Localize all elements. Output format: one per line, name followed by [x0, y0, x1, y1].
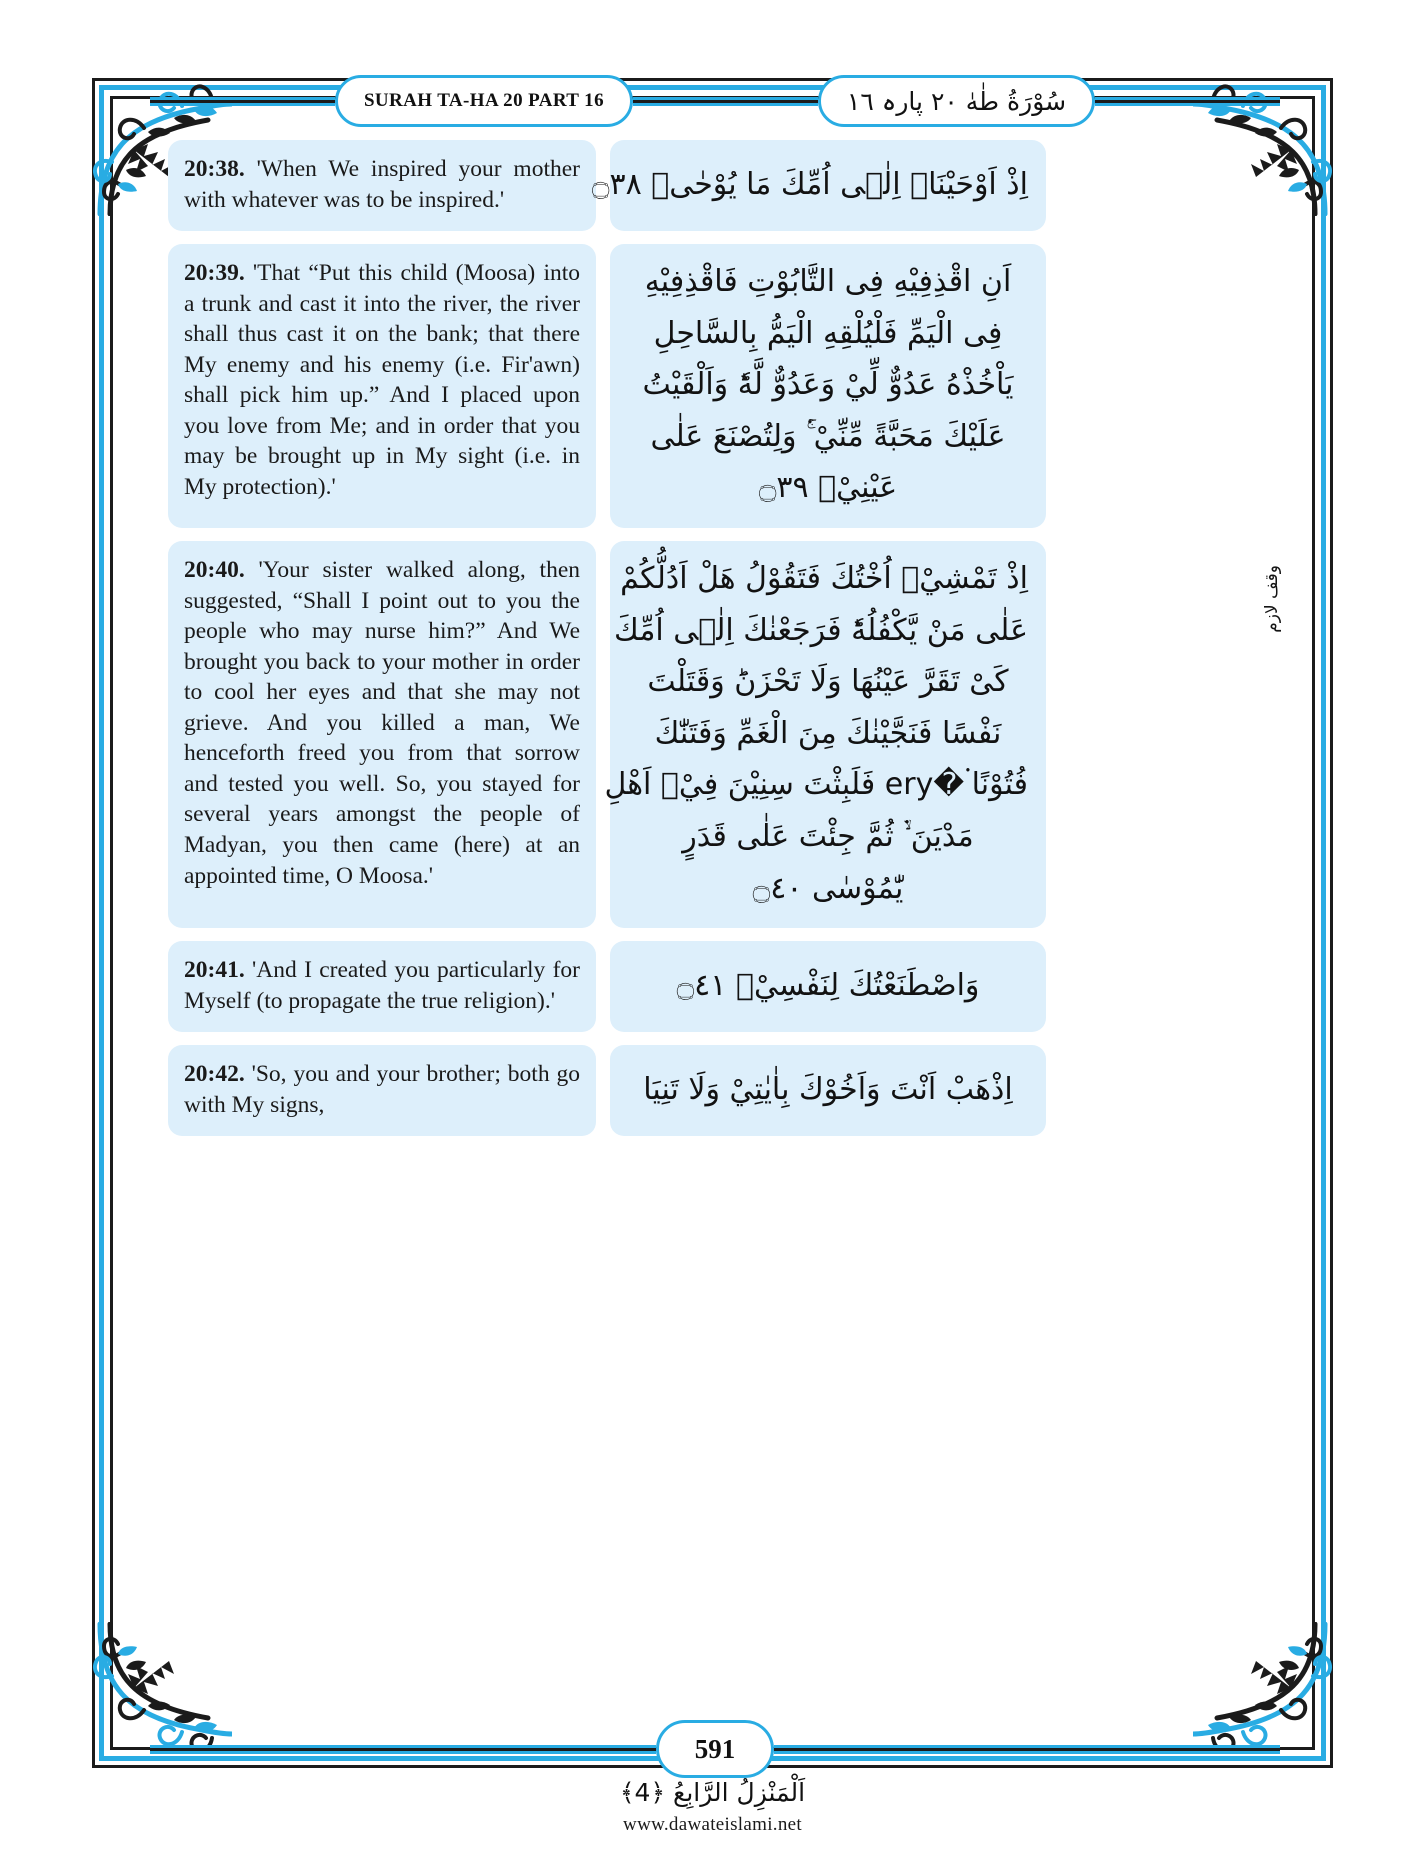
verse-translation-english: [168, 941, 596, 1032]
arabic-line: عَلَيْكَ مَحَبَّةً مِّنِّيْ ۚ۬ وَلِتُصْنَعَ عَلٰى: [650, 418, 1006, 454]
verse-number: 20:42.: [184, 1061, 245, 1088]
arabic-line: يَاْخُذْهُ عَدُوٌّ لِّيْ وَعَدُوٌّ لَّهٗؕ وَاَلْقَيْتُ: [642, 367, 1014, 403]
arabic-line: فُتُوْنًا ۬�ery فَلَبِثْتَ سِنِيْنَ فِيْۤ اَهْلِ: [604, 767, 1028, 803]
verse-text-english: 'That “Put this child (Moosa) into a trunk and cast it into the river, the river shall thus cast it on the bank; that there My enemy and his enemy (i.e. Fir'awn) shall pick him up.” And I placed upon you love from Me; and in order that you may be brought up in My sight (i.e. in My protection).': [184, 260, 581, 500]
verse-text-english: 'Your sister walked along, then suggested, “Shall I point out to you the people who may nurse him?” And We brought you back to your mother in order to cool her eyes and that she may not grieve. And you killed a man, We henceforth freed you from that sorrow and tested you well. So, you stayed for several years amongst the people of Madyan, you then came (here) at an appointed time, O Moosa.': [184, 557, 580, 889]
verse-number: 20:39.: [184, 260, 245, 287]
verse-text-arabic: [610, 1045, 1046, 1136]
margin-note-waqf-lazim: وقف لازم: [1262, 565, 1282, 633]
arabic-line: اِذْهَبْ اَنْتَ وَاَخُوْكَ بِاٰيٰتِيْ وَلَا تَنِيَا: [643, 1072, 1013, 1108]
verse-number: 20:40.: [184, 557, 245, 584]
arabic-line: فِى الْيَمِّ فَلْيُلْقِهِ الْيَمُّ بِالسَّاحِلِ: [653, 315, 1003, 351]
verse-translation-english: [168, 140, 596, 231]
arabic-line: عَيْنِيْۘ ۝٣٩: [758, 470, 898, 506]
verse-translation-english: [168, 1045, 596, 1136]
verse-text-arabic: [604, 541, 1046, 928]
footer-rule-right: [774, 1745, 1280, 1754]
surah-title-pill-english: [335, 75, 633, 127]
verse-number: 20:38.: [184, 156, 245, 182]
arabic-line: يّٰمُوْسٰى ۝٤٠: [752, 870, 904, 906]
arabic-line: نَفْسًا فَنَجَّيْنٰكَ مِنَ الْغَمِّ وَفَتَنّٰكَ: [654, 715, 1002, 751]
arabic-line: عَلٰى مَنْ يَّكْفُلُهٗؕ فَرَجَعْنٰكَ اِلٰۤى اُمِّكَ: [614, 612, 1028, 648]
page-footer: [150, 1718, 1280, 1780]
arabic-line: اَنِ اقْذِفِيْهِ فِى التَّابُوْتِ فَاقْذِفِيْهِ: [644, 264, 1012, 300]
header-rule-middle: [633, 97, 818, 106]
verse-row: [168, 140, 1246, 231]
arabic-line: كَىْ تَقَرَّ عَيْنُهَا وَلَا تَحْزَنَؕ وَقَتَلْتَ: [647, 664, 1009, 700]
verse-text-arabic: [591, 140, 1046, 231]
verse-text-english: 'And I created you particularly for Myself (to propagate the true religion).': [184, 957, 580, 1014]
footer-rule-left: [150, 1745, 656, 1754]
verse-translation-english: [168, 244, 596, 528]
arabic-line: اِذْ تَمْشِيْۤ اُخْتُكَ فَتَقُوْلُ هَلْ اَدُلُّكُمْ: [620, 561, 1028, 597]
page-header: [150, 72, 1280, 130]
website-url: www.dawateislami.net: [623, 1814, 802, 1835]
header-rule-left: [150, 97, 335, 106]
verse-list: [168, 140, 1246, 1430]
arabic-line: مَدْيَنَ ۙ۬ ثُمَّ جِئْتَ عَلٰى قَدَرٍ: [682, 819, 974, 855]
page-number: 591: [656, 1720, 774, 1778]
verse-text-english: 'So, you and your brother; both go with My signs,: [184, 1061, 580, 1118]
arabic-line: اِذْ اَوْحَيْنَاۤ اِلٰۤى اُمِّكَ مَا يُوْحٰىۙ ۝٣٨: [591, 166, 1028, 202]
surah-title-pill-arabic: [818, 75, 1095, 127]
verse-text-english: 'When We inspired your mother with whatever was to be inspired.': [184, 156, 580, 213]
verse-row: [168, 541, 1246, 928]
manzil-label-arabic: اَلْمَنْزِلُ الرَّابِعُ ﴿4﴾: [619, 1778, 806, 1807]
verse-row: [168, 941, 1246, 1032]
header-rule-right: [1095, 97, 1280, 106]
verse-row: [168, 244, 1246, 528]
surah-title-english: SURAH TA-HA 20 PART 16: [363, 90, 604, 111]
verse-text-arabic: [610, 244, 1046, 528]
arabic-line: وَاصْطَنَعْتُكَ لِنَفْسِيْۚ ۝٤١: [676, 967, 980, 1003]
verse-row: [168, 1045, 1246, 1136]
verse-translation-english: [168, 541, 596, 928]
surah-title-arabic: سُوْرَةُ طٰهٰ ٢٠ پارہ ١٦: [846, 86, 1067, 116]
verse-text-arabic: [610, 941, 1046, 1032]
verse-number: 20:41.: [184, 957, 245, 984]
